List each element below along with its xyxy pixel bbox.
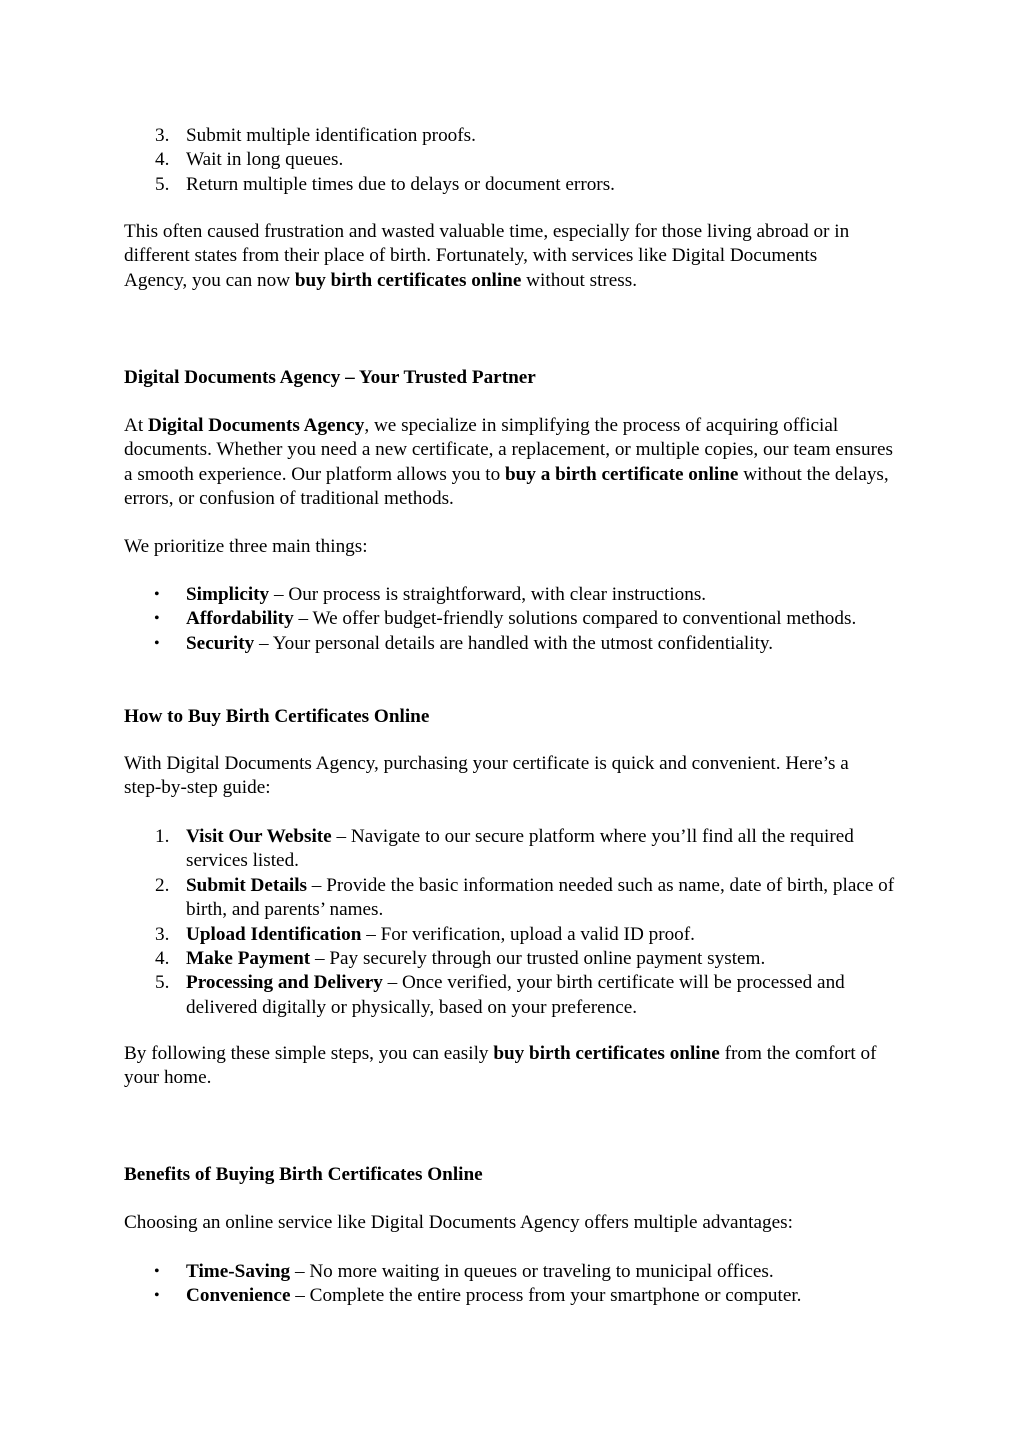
section-heading-partner: Digital Documents Agency – Your Trusted Partner [124,367,536,388]
step-number: 4. [155,948,170,970]
step-number: 3. [155,923,170,945]
list-desc: – Your personal details are handled with the utmost confidentiality. [254,632,774,654]
step-term: Make Payment [186,948,311,970]
paragraph-text: By following these simple steps, you can easily [124,1043,494,1064]
list-term: Convenience [186,1285,291,1307]
step-desc: – Pay securely through our trusted online payment system. [310,948,766,970]
step-term: Processing and Delivery [186,972,383,994]
list-item [124,124,914,148]
step-number: 1. [155,826,170,847]
intro-paragraph [124,220,884,293]
list-item [124,632,884,656]
list-item [124,1260,914,1284]
list-item [124,148,914,172]
bullet-icon: • [154,1263,160,1280]
step-desc: – Provide the basic information needed such as name, date of birth, place of birth, and parents’ names. [186,874,895,921]
step-number: 2. [155,874,170,896]
benefits-intro: Choosing an online service like Digital Documents Agency offers multiple advantages: [124,1212,793,1233]
bold-keyword: buy birth certificates online [493,1043,720,1064]
step-item [124,874,914,923]
bullet-icon: • [154,610,160,628]
list-number: 5. [155,173,170,195]
list-term: Time-Saving [186,1261,291,1282]
bullet-icon: • [154,634,160,652]
step-term: Visit Our Website [186,826,332,847]
step-item [124,971,914,1020]
step-desc: – Navigate to our secure platform where you’ll find all the required services listed. [186,826,854,872]
bold-keyword: buy a birth certificate online [505,463,739,485]
paragraph-text: At [124,415,148,436]
section-heading-howto: How to Buy Birth Certificates Online [124,706,430,727]
steps-numbered-list [124,825,914,1020]
list-desc: – No more waiting in queues or traveling to municipal offices. [290,1261,774,1282]
partner-paragraph [124,414,894,512]
bold-brand: Digital Documents Agency [147,415,365,436]
step-term: Submit Details [186,874,307,896]
step-item [124,923,914,947]
step-item [124,825,914,874]
benefits-bullet-list [124,1260,914,1309]
paragraph-text: This often caused frustration and wasted valuable time, especially for those living abroad or in different states from their place of birth. Fortunately, with services like Digital Documents Agency, you can now [124,221,850,291]
step-desc: – Once verified, your birth certificate will be processed and delivered digitally or physically, based on your preference. [186,972,845,1018]
step-desc: – For verification, upload a valid ID proof. [361,923,695,945]
list-term: Security [186,632,255,654]
list-item [124,583,884,607]
bullet-icon: • [154,1287,160,1305]
list-item [124,1284,914,1308]
list-item-text: Wait in long queues. [186,149,344,171]
step-number: 5. [155,972,170,994]
list-term: Simplicity [186,584,270,605]
bullet-icon: • [154,586,160,603]
paragraph-text: without the delays, errors, or confusion of traditional methods. [124,463,889,510]
list-number: 4. [155,149,170,171]
step-item [124,947,914,971]
list-term: Affordability [186,608,294,630]
list-item [124,173,914,197]
paragraph-text: without stress. [521,269,638,291]
list-desc: – Complete the entire process from your smartphone or computer. [290,1285,802,1307]
step-term: Upload Identification [186,923,362,945]
bold-keyword: buy birth certificates online [294,269,522,291]
list-item [124,607,884,631]
list-item-text: Submit multiple identification proofs. [186,125,476,146]
paragraph-text: , we specialize in simplifying the process of acquiring official documents. Whether you need a new certificate, a replacement, or multiple copies, our team ensures a smooth experience. Our platform allows you to [124,415,893,485]
priorities-bullet-list [124,583,884,656]
list-desc: – Our process is straightforward, with clear instructions. [269,584,707,605]
list-number: 3. [155,125,170,146]
howto-intro: With Digital Documents Agency, purchasing your certificate is quick and convenient. Here’s a step-by-step guide: [124,753,849,799]
howto-closing [124,1042,894,1091]
intro-numbered-list [124,124,914,197]
priorities-intro: We prioritize three main things: [124,536,368,557]
paragraph-text: from the comfort of your home. [124,1043,877,1089]
list-desc: – We offer budget-friendly solutions compared to conventional methods. [293,608,857,630]
list-item-text: Return multiple times due to delays or document errors. [186,173,615,195]
section-heading-benefits: Benefits of Buying Birth Certificates Online [124,1164,483,1185]
